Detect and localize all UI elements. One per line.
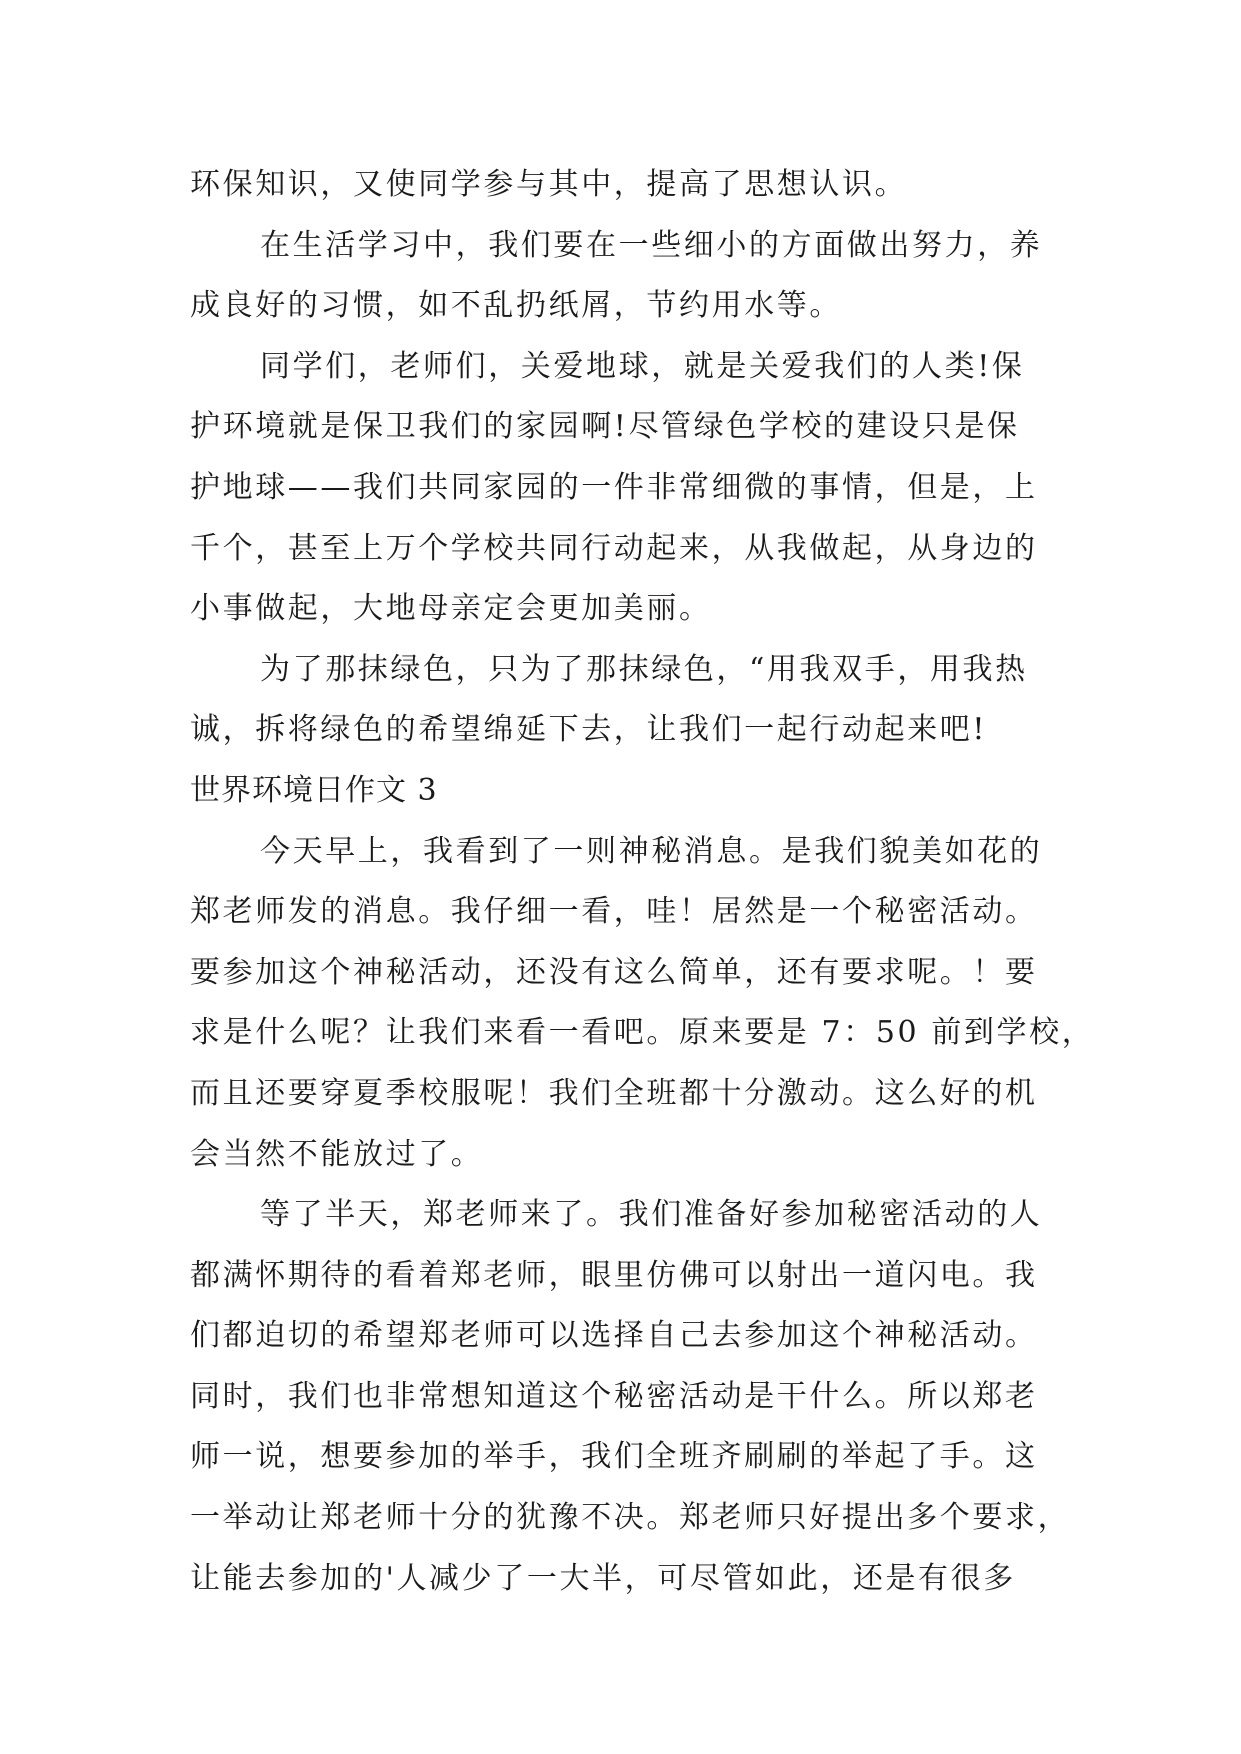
text-line: 护地球——我们共同家园的一件非常细微的事情，但是，上: [190, 469, 1038, 505]
text-line: 让能去参加的'人减少了一大半，可尽管如此，还是有很多: [190, 1560, 1016, 1596]
text-line: 在生活学习中，我们要在一些细小的方面做出努力，养: [260, 227, 1043, 263]
text-line: 千个，甚至上万个学校共同行动起来，从我做起，从身边的: [190, 530, 1038, 566]
text-line: 郑老师发的消息。我仔细一看，哇！居然是一个秘密活动。: [190, 894, 1038, 930]
text-line: 小事做起，大地母亲定会更加美丽。: [190, 591, 712, 627]
text-line: 都满怀期待的看着郑老师，眼里仿佛可以射出一道闪电。我: [190, 1257, 1038, 1293]
text-line: 等了半天，郑老师来了。我们准备好参加秘密活动的人: [260, 1197, 1043, 1233]
text-line: 们都迫切的希望郑老师可以选择自己去参加这个神秘活动。: [190, 1318, 1038, 1354]
text-line: 护环境就是保卫我们的家园啊!尽管绿色学校的建设只是保: [190, 409, 1020, 445]
text-line: 今天早上，我看到了一则神秘消息。是我们貌美如花的: [260, 833, 1043, 869]
text-line: 一举动让郑老师十分的犹豫不决。郑老师只好提出多个要求，: [190, 1500, 1071, 1536]
body-text: [190, 155, 1095, 1609]
text-line: 成良好的习惯，如不乱扔纸屑，节约用水等。: [190, 288, 842, 324]
text-line: 同学们，老师们，关爱地球，就是关爱我们的人类!保: [260, 348, 1025, 384]
text-line: 环保知识，又使同学参与其中，提高了思想认识。: [190, 167, 908, 202]
section-heading: 世界环境日作文 3: [190, 772, 438, 808]
text-line: 而且还要穿夏季校服呢！我们全班都十分激动。这么好的机: [190, 1075, 1038, 1111]
text-line: 会当然不能放过了。: [190, 1136, 484, 1172]
text-line: 求是什么呢？让我们来看一看吧。原来要是 7：50 前到学校，: [190, 1015, 1095, 1051]
text-line: 要参加这个神秘活动，还没有这么简单，还有要求呢。！要: [190, 954, 1038, 990]
text-line: 师一说，想要参加的举手，我们全班齐刷刷的举起了手。这: [190, 1439, 1038, 1475]
text-line: 诚，拆将绿色的希望绵延下去，让我们一起行动起来吧!: [190, 712, 988, 748]
text-line: 同时，我们也非常想知道这个秘密活动是干什么。所以郑老: [190, 1378, 1038, 1414]
text-line: 为了那抹绿色，只为了那抹绿色，“用我双手，用我热: [260, 651, 1028, 687]
